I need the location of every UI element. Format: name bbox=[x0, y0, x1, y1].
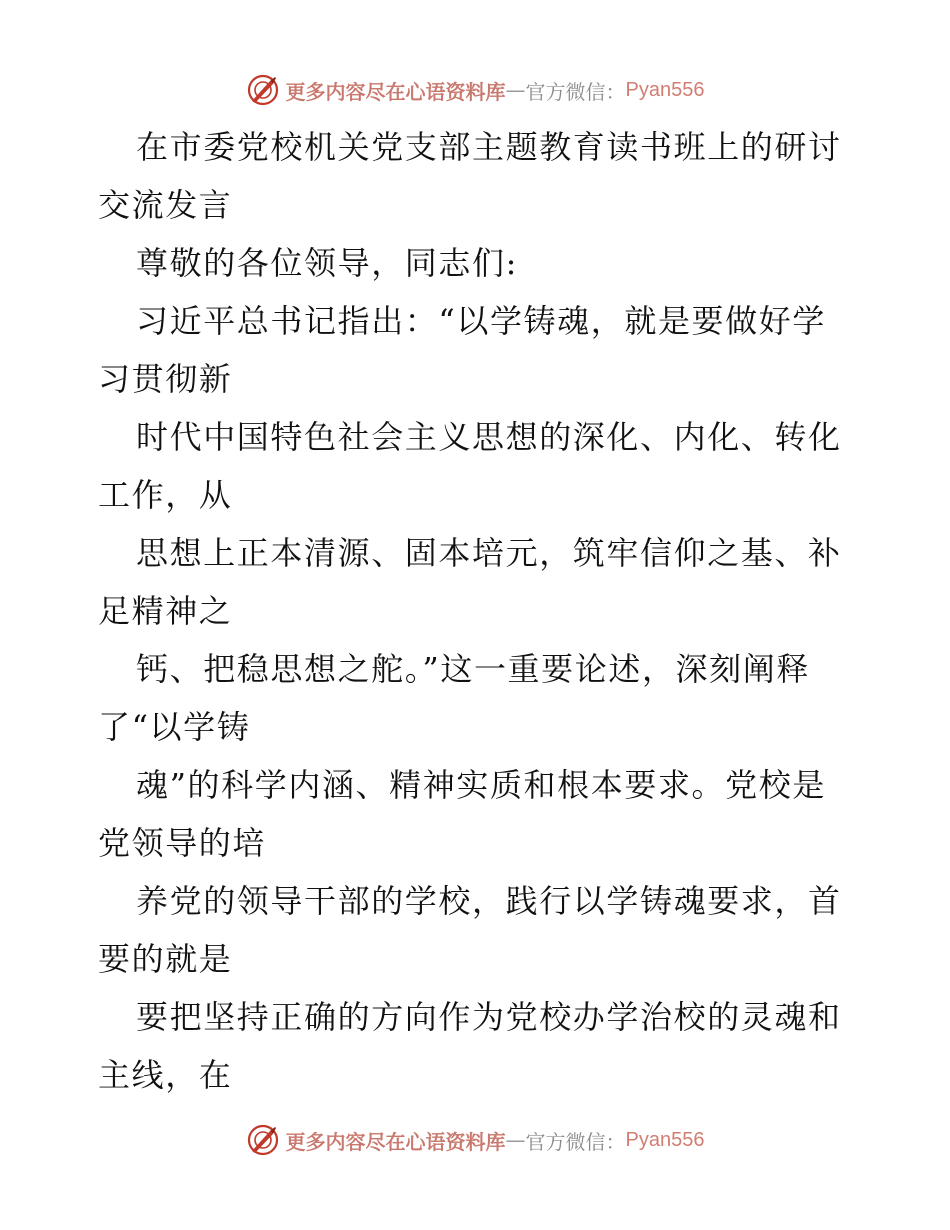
document-line: 钙、把稳思想之舵。”这一重要论述，深刻阐释 bbox=[136, 650, 810, 688]
footer-banner bbox=[0, 1120, 950, 1160]
document-line: 养党的领导干部的学校，践行以学铸魂要求，首 bbox=[136, 882, 842, 920]
document-line: 要的就是 bbox=[98, 940, 233, 978]
document-line: 习贯彻新 bbox=[98, 360, 233, 398]
header-banner-wechat-id: Pyan556 bbox=[625, 78, 705, 101]
footer-banner-text bbox=[286, 1126, 705, 1155]
header-banner-text bbox=[286, 76, 705, 105]
header-banner bbox=[0, 70, 950, 110]
footer-banner-wechat-id: Pyan556 bbox=[625, 1128, 705, 1151]
document-body bbox=[98, 118, 858, 1104]
header-banner-main-text: 更多内容尽在心语资料库 bbox=[285, 79, 506, 104]
header-banner-dash: — bbox=[505, 78, 526, 102]
footer-banner-main-text: 更多内容尽在心语资料库 bbox=[285, 1129, 506, 1154]
document-line: 主线，在 bbox=[98, 1056, 233, 1094]
pen-logo-icon bbox=[246, 1123, 280, 1157]
document-line: 尊敬的各位领导，同志们: bbox=[136, 244, 518, 282]
header-banner-label: 官方微信： bbox=[525, 79, 626, 104]
footer-banner-label: 官方微信： bbox=[525, 1129, 626, 1154]
footer-banner-dash: — bbox=[505, 1128, 526, 1152]
document-line: 工作，从 bbox=[98, 476, 233, 514]
pen-logo-icon bbox=[246, 73, 280, 107]
document-line: 思想上正本清源、固本培元，筑牢信仰之基、补 bbox=[136, 534, 842, 572]
document-line: 交流发言 bbox=[98, 186, 233, 224]
document-line: 党领导的培 bbox=[98, 824, 267, 862]
document-line: 习近平总书记指出：“以学铸魂，就是要做好学 bbox=[136, 302, 826, 340]
document-line: 在市委党校机关党支部主题教育读书班上的研讨 bbox=[136, 128, 842, 166]
document-line: 时代中国特色社会主义思想的深化、内化、转化 bbox=[136, 418, 842, 456]
document-line: 要把坚持正确的方向作为党校办学治校的灵魂和 bbox=[136, 998, 842, 1036]
document-line: 足精神之 bbox=[98, 592, 233, 630]
document-line: 魂”的科学内涵、精神实质和根本要求。党校是 bbox=[136, 766, 826, 804]
document-line: 了“以学铸 bbox=[98, 708, 251, 746]
